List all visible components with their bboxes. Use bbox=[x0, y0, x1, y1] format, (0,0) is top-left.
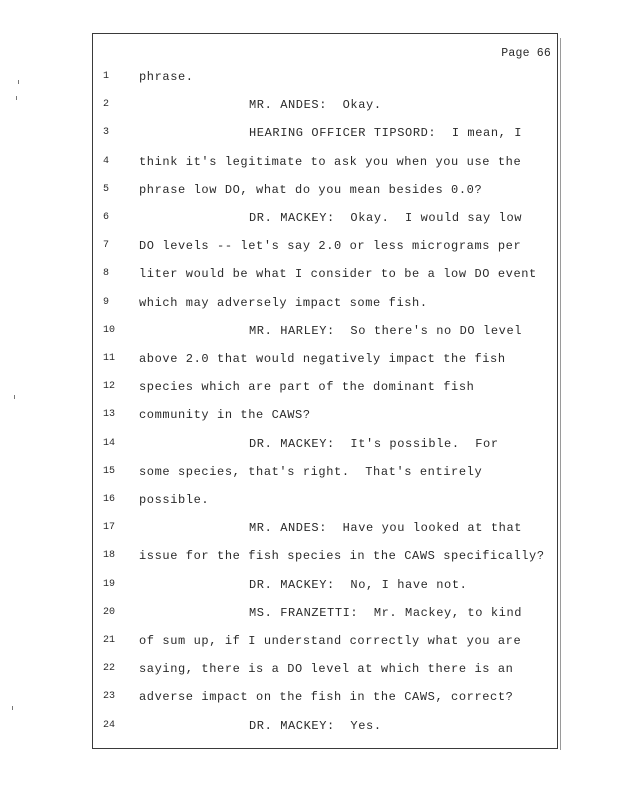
transcript-line bbox=[93, 98, 557, 116]
line-text: adverse impact on the fish in the CAWS, correct? bbox=[139, 690, 514, 705]
transcript-line bbox=[93, 521, 557, 539]
scan-speck bbox=[14, 395, 15, 399]
line-text: DR. MACKEY: It's possible. For bbox=[249, 436, 499, 451]
transcript-line bbox=[93, 690, 557, 708]
transcript-line bbox=[93, 437, 557, 455]
scan-speck bbox=[18, 80, 19, 84]
transcript-line bbox=[93, 296, 557, 314]
line-text: phrase low DO, what do you mean besides 0.0? bbox=[139, 182, 483, 197]
line-number: 16 bbox=[103, 494, 116, 505]
transcript-line bbox=[93, 211, 557, 229]
line-number: 13 bbox=[103, 409, 116, 421]
transcript-line bbox=[93, 70, 557, 88]
line-number: 15 bbox=[103, 465, 116, 477]
transcript-line bbox=[93, 606, 557, 624]
line-text: issue for the fish species in the CAWS specifically? bbox=[139, 549, 545, 564]
line-text: MS. FRANZETTI: Mr. Mackey, to kind bbox=[249, 605, 523, 620]
line-number: 21 bbox=[103, 635, 116, 646]
line-number: 20 bbox=[103, 606, 116, 618]
page-number: Page 66 bbox=[501, 47, 551, 60]
transcript-line bbox=[93, 267, 557, 285]
line-number: 11 bbox=[103, 353, 116, 364]
line-text: phrase. bbox=[139, 70, 194, 84]
transcript-line bbox=[93, 578, 557, 596]
line-number: 7 bbox=[103, 240, 110, 252]
line-text: MR. ANDES: Okay. bbox=[249, 98, 382, 113]
line-number: 18 bbox=[103, 550, 116, 562]
line-number: 9 bbox=[103, 296, 110, 308]
transcript-line bbox=[93, 352, 557, 370]
transcript-line bbox=[93, 719, 557, 737]
line-number: 2 bbox=[103, 99, 110, 111]
line-text: HEARING OFFICER TIPSORD: I mean, I bbox=[249, 126, 523, 141]
line-text: think it's legitimate to ask you when you use the bbox=[139, 154, 522, 169]
scan-speck bbox=[12, 706, 13, 710]
transcript-line bbox=[93, 408, 557, 426]
line-text: DR. MACKEY: Okay. I would say low bbox=[249, 211, 523, 225]
transcript-page bbox=[92, 33, 558, 749]
line-text: which may adversely impact some fish. bbox=[139, 295, 428, 310]
line-number: 5 bbox=[103, 183, 110, 195]
line-number: 6 bbox=[103, 212, 110, 223]
line-number: 14 bbox=[103, 437, 116, 449]
line-number: 4 bbox=[103, 155, 110, 167]
line-number: 1 bbox=[103, 71, 110, 82]
line-text: community in the CAWS? bbox=[139, 408, 311, 423]
transcript-line bbox=[93, 239, 557, 257]
line-number: 10 bbox=[103, 324, 116, 336]
line-text: possible. bbox=[139, 493, 210, 507]
line-number: 8 bbox=[103, 268, 110, 280]
line-number: 19 bbox=[103, 578, 116, 590]
transcript-line bbox=[93, 549, 557, 567]
transcript-line bbox=[93, 465, 557, 483]
line-text: species which are part of the dominant fish bbox=[139, 380, 475, 395]
line-text: MR. ANDES: Have you looked at that bbox=[249, 521, 523, 536]
line-text: DO levels -- let's say 2.0 or less micrograms per bbox=[139, 239, 522, 254]
line-text: MR. HARLEY: So there's no DO level bbox=[249, 323, 523, 338]
line-text: DR. MACKEY: Yes. bbox=[249, 718, 382, 733]
transcript-line bbox=[93, 155, 557, 173]
line-number: 3 bbox=[103, 127, 110, 139]
line-number: 12 bbox=[103, 381, 116, 393]
line-number: 17 bbox=[103, 522, 116, 534]
transcript-line bbox=[93, 380, 557, 398]
line-text: DR. MACKEY: No, I have not. bbox=[249, 577, 468, 592]
transcript-line bbox=[93, 324, 557, 342]
transcript-line bbox=[93, 126, 557, 144]
line-text: saying, there is a DO level at which there is an bbox=[139, 662, 514, 677]
line-text: of sum up, if I understand correctly what you are bbox=[139, 634, 522, 648]
scan-speck bbox=[16, 96, 17, 100]
transcript-line bbox=[93, 183, 557, 201]
line-number: 23 bbox=[103, 691, 116, 703]
transcript-line bbox=[93, 634, 557, 652]
line-number: 24 bbox=[103, 719, 116, 731]
line-number: 22 bbox=[103, 663, 116, 675]
transcript-line bbox=[93, 493, 557, 511]
transcript-line bbox=[93, 662, 557, 680]
line-text: some species, that's right. That's entirely bbox=[139, 464, 483, 479]
line-text: liter would be what I consider to be a low DO event bbox=[139, 267, 537, 282]
line-text: above 2.0 that would negatively impact the fish bbox=[139, 352, 506, 366]
